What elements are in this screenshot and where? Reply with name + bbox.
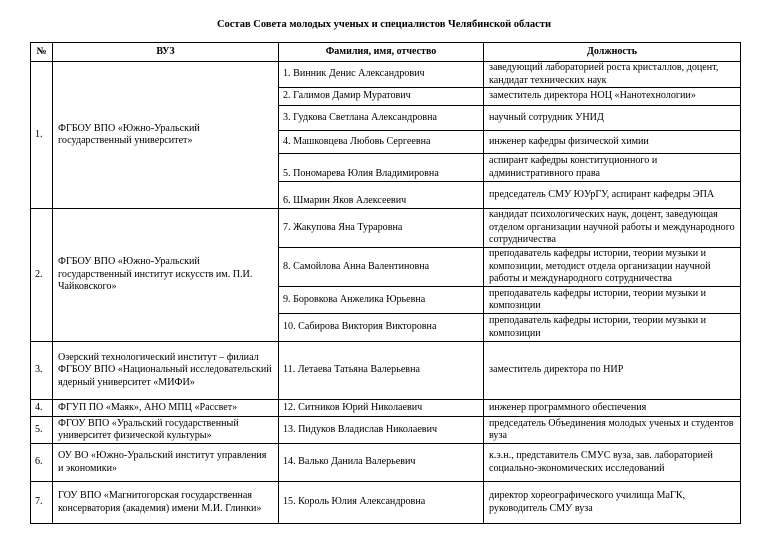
member-name: 2. Галимов Дамир Муратович	[279, 88, 484, 106]
university-cell: ФГУП ПО «Маяк», АНО МПЦ «Рассвет»	[53, 400, 279, 417]
table-row	[31, 417, 741, 444]
university-cell: ФГБОУ ВПО «Южно-Уральский государственный университет»	[53, 62, 279, 209]
member-name: 12. Ситников Юрий Николаевич	[279, 400, 484, 417]
header-row	[31, 43, 741, 62]
row-number: 6.	[31, 444, 53, 482]
table-row	[31, 209, 741, 248]
university-cell: ГОУ ВПО «Магнитогорская государственная консерватория (академия) имени М.И. Глинки»	[53, 482, 279, 524]
table-row	[31, 400, 741, 417]
member-name: 13. Пидуков Владислав Николаевич	[279, 417, 484, 444]
member-name: 4. Машковцева Любовь Сергеевна	[279, 131, 484, 154]
row-number: 4.	[31, 400, 53, 417]
table-row	[31, 444, 741, 482]
member-name: 6. Шмарин Яков Алексеевич	[279, 182, 484, 209]
member-position: преподаватель кафедры истории, теории музыки и композиции	[484, 287, 741, 314]
member-name: 7. Жакупова Яна Тураровна	[279, 209, 484, 248]
header-position: Должность	[484, 43, 741, 62]
row-number: 1.	[31, 62, 53, 209]
council-table	[30, 42, 741, 524]
table-row	[31, 482, 741, 524]
member-name: 1. Винник Денис Александрович	[279, 62, 484, 88]
member-name: 9. Боровкова Анжелика Юрьевна	[279, 287, 484, 314]
row-number: 5.	[31, 417, 53, 444]
member-position: научный сотрудник УНИД	[484, 106, 741, 131]
table-row	[31, 62, 741, 88]
member-position: председатель Объединения молодых ученых и студентов вуза	[484, 417, 741, 444]
row-number: 7.	[31, 482, 53, 524]
university-cell: ФГБОУ ВПО «Южно-Уральский государственный институт искусств им. П.И. Чайковского»	[53, 209, 279, 342]
member-position: преподаватель кафедры истории, теории музыки и композиции	[484, 314, 741, 342]
member-position: председатель СМУ ЮУрГУ, аспирант кафедры ЭПА	[484, 182, 741, 209]
member-name: 10. Сабирова Виктория Викторовна	[279, 314, 484, 342]
member-name: 14. Валько Данила Валерьевич	[279, 444, 484, 482]
document-title: Состав Совета молодых ученых и специалистов Челябинской области	[216, 19, 552, 30]
member-position: инженер программного обеспечения	[484, 400, 741, 417]
member-name: 15. Король Юлия Александровна	[279, 482, 484, 524]
row-number: 2.	[31, 209, 53, 342]
member-position: инженер кафедры физической химии	[484, 131, 741, 154]
university-cell: Озерский технологический институт – филиал ФГБОУ ВПО «Национальный исследовательский ядерный университет «МИФИ»	[53, 342, 279, 400]
member-name: 11. Летаева Татьяна Валерьевна	[279, 342, 484, 400]
header-university: ВУЗ	[53, 43, 279, 62]
member-name: 3. Гудкова Светлана Александровна	[279, 106, 484, 131]
member-position: преподаватель кафедры истории, теории музыки и композиции, методист отдела организации научной работы и международного сотрудничества	[484, 248, 741, 287]
member-position: кандидат психологических наук, доцент, заведующая отделом организации научной работы и международного сотрудничества	[484, 209, 741, 248]
university-cell: ОУ ВО «Южно-Уральский институт управления и экономики»	[53, 444, 279, 482]
member-position: заместитель директора НОЦ «Нанотехнологии»	[484, 88, 741, 106]
member-position: аспирант кафедры конституционного и административного права	[484, 154, 741, 182]
member-name: 5. Пономарева Юлия Владимировна	[279, 154, 484, 182]
header-no: №	[31, 43, 53, 62]
member-position: заместитель директора по НИР	[484, 342, 741, 400]
university-cell: ФГОУ ВПО «Уральский государственный университет физической культуры»	[53, 417, 279, 444]
member-name: 8. Самойлова Анна Валентиновна	[279, 248, 484, 287]
member-position: к.э.н., представитель СМУС вуза, зав. лабораторией социально-экономических исследований	[484, 444, 741, 482]
header-name: Фамилия, имя, отчество	[279, 43, 484, 62]
member-position: директор хореографического училища МаГК, руководитель СМУ вуза	[484, 482, 741, 524]
member-position: заведующий лабораторией роста кристаллов, доцент, кандидат технических наук	[484, 62, 741, 88]
table-row	[31, 342, 741, 400]
row-number: 3.	[31, 342, 53, 400]
